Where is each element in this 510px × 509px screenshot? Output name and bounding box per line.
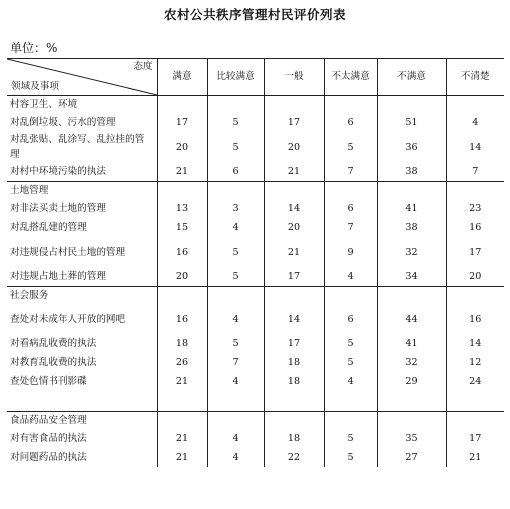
cell-value: 4 [207,448,264,467]
section-row [7,96,504,114]
cell-value: 4 [207,429,264,448]
cell-value: 7 [446,162,504,182]
cell-value: 17 [446,237,504,267]
cell-value: 20 [157,132,207,162]
cell-value: 4 [207,218,264,237]
cell-value: 17 [157,113,207,132]
cell-value: 29 [377,372,446,391]
cell-value: 17 [264,113,324,132]
cell-value: 5 [207,267,264,287]
section-title: 村容卫生、环境 [7,96,157,114]
section-row [7,287,504,305]
item-name: 对违规占地土葬的管理 [10,271,106,282]
cell-value: 3 [207,199,264,218]
item-name: 对违规侵占村民土地的管理 [10,246,126,258]
cell-value: 18 [264,372,324,391]
cell-value: 6 [324,199,377,218]
cell-value: 13 [157,199,207,218]
cell-value: 21 [264,162,324,182]
cell-value: 5 [207,132,264,162]
cell-value: 18 [264,353,324,372]
cell-value: 5 [324,334,377,353]
cell-value: 20 [446,267,504,287]
cell-value: 41 [377,199,446,218]
table-row [7,162,504,182]
cell-value: 26 [157,353,207,372]
cell-value: 20 [264,132,324,162]
cell-value: 9 [324,237,377,267]
column-header: 一般 [264,59,324,96]
cell-value: 6 [324,113,377,132]
cell-value: 27 [377,448,446,467]
cell-value: 20 [264,218,324,237]
unit-label: 单位：% [10,41,58,55]
cell-value: 32 [377,353,446,372]
cell-value: 21 [157,429,207,448]
table-row [7,448,504,467]
cell-value: 7 [324,162,377,182]
item-name: 对乱倒垃圾、污水的管理 [10,117,116,128]
cell-value: 14 [264,304,324,334]
item-name: 对问题药品的执法 [10,452,87,463]
table-row [7,132,504,162]
cell-value: 36 [377,132,446,162]
page-title: 农村公共秩序管理村民评价列表 [163,7,346,22]
table-row [7,353,504,372]
cell-value: 14 [446,334,504,353]
item-name: 查处对未成年人开放的网吧 [10,313,126,325]
cell-value: 23 [446,199,504,218]
spacer-row [7,391,504,412]
item-name: 对有害食品的执法 [10,433,87,444]
cell-value: 5 [324,429,377,448]
cell-value: 38 [377,218,446,237]
cell-value: 22 [264,448,324,467]
item-name: 对教育乱收费的执法 [10,357,97,368]
item-name: 查处色情书刊影碟 [10,376,87,387]
cell-value: 5 [207,334,264,353]
cell-value: 21 [157,372,207,391]
column-header: 不满意 [377,59,446,96]
diagonal-header-cell [7,59,157,96]
cell-value: 4 [207,372,264,391]
column-header: 满意 [157,59,207,96]
evaluation-table [7,58,504,467]
cell-value: 12 [446,353,504,372]
attitude-header-label: 态度 [133,61,153,72]
table-row [7,113,504,132]
cell-value: 17 [264,267,324,287]
table-row [7,372,504,391]
header-row [7,59,504,96]
table-row [7,218,504,237]
item-name: 对村中环境污染的执法 [10,166,106,177]
table-row [7,334,504,353]
cell-value: 21 [446,448,504,467]
item-name: 对乱搭乱建的管理 [10,222,87,233]
cell-value: 24 [446,372,504,391]
cell-value: 7 [207,353,264,372]
cell-value: 5 [324,448,377,467]
item-name: 对看病乱收费的执法 [10,338,97,349]
cell-value: 5 [207,237,264,267]
table-row [7,267,504,287]
cell-value: 16 [157,237,207,267]
item-name: 对乱张贴、乱涂写、乱拉挂的管理 [10,134,145,160]
cell-value: 16 [446,218,504,237]
cell-value: 7 [324,218,377,237]
column-header: 比较满意 [207,59,264,96]
cell-value: 32 [377,237,446,267]
cell-value: 44 [377,304,446,334]
cell-value: 41 [377,334,446,353]
cell-value: 18 [264,429,324,448]
domain-header-label: 领域及事项 [11,81,59,92]
cell-value: 21 [264,237,324,267]
cell-value: 38 [377,162,446,182]
cell-value: 5 [207,113,264,132]
table-row [7,429,504,448]
column-header: 不太满意 [324,59,377,96]
cell-value: 14 [264,199,324,218]
cell-value: 17 [446,429,504,448]
cell-value: 4 [324,372,377,391]
cell-value: 5 [324,132,377,162]
cell-value: 4 [446,113,504,132]
cell-value: 17 [264,334,324,353]
cell-value: 14 [446,132,504,162]
cell-value: 6 [207,162,264,182]
cell-value: 51 [377,113,446,132]
section-title: 土地管理 [7,182,157,200]
table-row [7,237,504,267]
cell-value: 16 [446,304,504,334]
cell-value: 4 [324,267,377,287]
cell-value: 20 [157,267,207,287]
cell-value: 34 [377,267,446,287]
cell-value: 5 [324,353,377,372]
section-row [7,412,504,430]
table-row [7,304,504,334]
column-header: 不清楚 [446,59,504,96]
cell-value: 4 [207,304,264,334]
cell-value: 15 [157,218,207,237]
cell-value: 18 [157,334,207,353]
section-title: 社会服务 [7,287,157,305]
cell-value: 16 [157,304,207,334]
cell-value: 21 [157,162,207,182]
item-name: 对非法买卖土地的管理 [10,203,106,214]
cell-value: 35 [377,429,446,448]
section-title: 食品药品安全管理 [7,412,157,430]
cell-value: 21 [157,448,207,467]
table-row [7,199,504,218]
cell-value: 6 [324,304,377,334]
section-row [7,182,504,200]
